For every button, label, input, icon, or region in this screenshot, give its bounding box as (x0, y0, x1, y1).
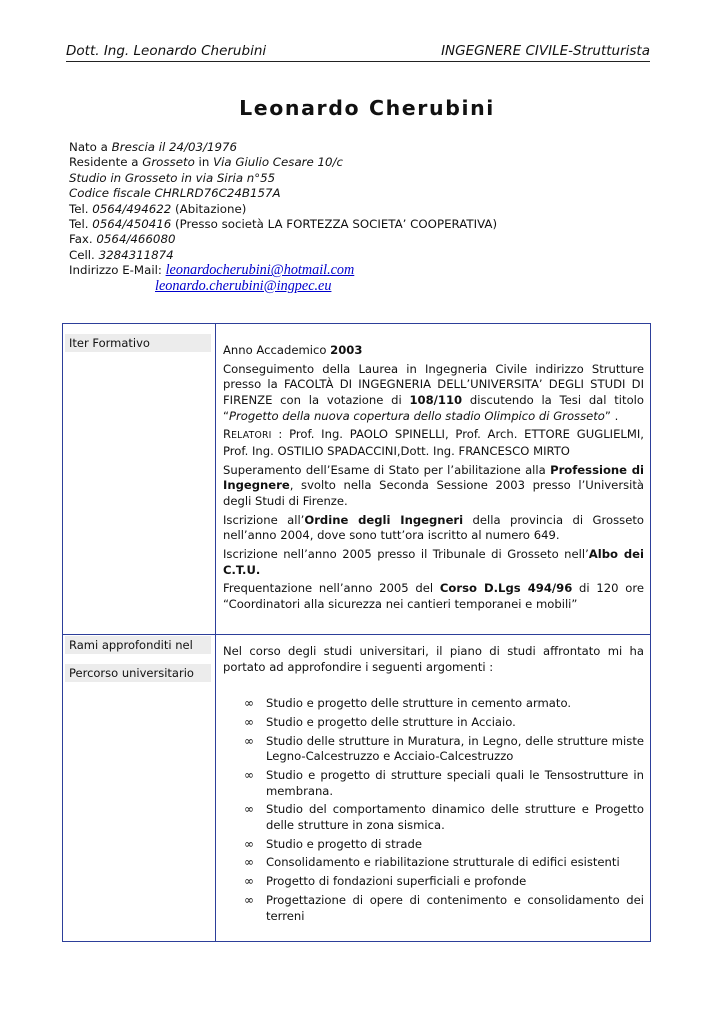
table-column-divider (215, 324, 216, 941)
degree-paragraph: Conseguimento della Laurea in Ingegneria Civile indirizzo Strutture presso la FACOLTÀ DI INGEGNERIA DELL’UNIVERSITA’ DEGLI STUDI DI FIRENZE con la votazione di 108/110 discutendo la Tesi dal titolo “Progetto della nuova copertura dello stadio Olimpico di Grosseto” . (223, 361, 644, 423)
infinity-bullet-icon: ∞ (244, 855, 254, 870)
study-topics-list (223, 696, 644, 927)
list-item-text: Studio delle strutture in Muratura, in Legno, delle strutture miste Legno-Calcestruzzo e Acciaio-Calcestruzzo (266, 733, 644, 764)
info-tel-home: Tel. 0564/494622 (Abitazione) (69, 201, 247, 216)
supervisors-paragraph: RELATORI : Prof. Ing. PAOLO SPINELLI, Prof. Arch. ETTORE GUGLIELMI, Prof. Ing. OSTILIO SPADACCINI,Dott. Ing. FRANCESCO MIRTO (223, 427, 644, 458)
infinity-bullet-icon: ∞ (244, 802, 254, 817)
list-item-text: Studio e progetto di strade (266, 836, 422, 851)
list-item (223, 874, 644, 890)
email-link-hotmail[interactable]: leonardocherubini@hotmail.com (165, 262, 355, 279)
state-exam-paragraph: Superamento dell’Esame di Stato per l’abilitazione alla Professione di Ingegnere, svolto nella Seconda Sessione 2003 presso l’Università degli Studi di Firenze. (223, 462, 644, 508)
info-studio: Studio in Grosseto in via Siria n°55 (69, 170, 276, 185)
infinity-bullet-icon: ∞ (244, 733, 254, 748)
education-content (223, 343, 644, 616)
info-fiscal-code: Codice fiscale CHRLRD76C24B157A (69, 186, 281, 201)
list-item-text: Studio e progetto di strutture speciali quali le Tensostrutture in membrana. (266, 767, 644, 798)
study-topics-intro: Nel corso degli studi universitari, il piano di studi affrontato mi ha portato ad approfondire i seguenti argomenti : (223, 644, 644, 674)
order-registration-paragraph: Iscrizione all’Ordine degli Ingegneri della provincia di Grosseto nell’anno 2004, dove sono tutt’ora iscritto al numero 649. (223, 512, 644, 543)
infinity-bullet-icon: ∞ (244, 874, 254, 889)
list-item (223, 893, 644, 924)
infinity-bullet-icon: ∞ (244, 836, 254, 851)
list-item (223, 715, 644, 731)
header-author: Dott. Ing. Leonardo Cherubini (66, 43, 267, 59)
personal-info (69, 140, 497, 294)
label-iter-formativo: Iter Formativo (65, 334, 211, 352)
safety-course-paragraph: Frequentazione nell’anno 2005 del Corso D.Lgs 494/96 di 120 ore “Coordinatori alla sicurezza nei cantieri temporanei e mobili” (223, 581, 644, 612)
list-item-text: Studio e progetto delle strutture in Acciaio. (266, 714, 516, 729)
info-fax: Fax. 0564/466080 (69, 232, 176, 247)
study-topics-content (223, 644, 644, 923)
list-item-text: Progettazione di opere di contenimento e consolidamento dei terreni (266, 893, 644, 923)
ctu-registration-paragraph: Iscrizione nell’anno 2005 presso il Tribunale di Grosseto nell’Albo dei C.T.U. (223, 547, 644, 577)
list-item-text: Consolidamento e riabilitazione strutturale di edifici esistenti (266, 855, 620, 870)
list-item (223, 768, 644, 799)
list-item (223, 855, 644, 871)
label-rami-approfonditi: Rami approfonditi nel (65, 636, 211, 654)
label-percorso-universitario: Percorso universitario (65, 664, 211, 682)
info-cell: Cell. 3284311874 (69, 247, 174, 262)
cv-table (62, 323, 651, 942)
info-residence: Residente a Grosseto in Via Giulio Cesare 10/c (69, 155, 344, 170)
info-email-pec (69, 279, 497, 294)
list-item (223, 696, 644, 712)
header-profession: INGEGNERE CIVILE-Strutturista (441, 43, 650, 59)
email-link-pec[interactable]: leonardo.cherubini@ingpec.eu (155, 277, 332, 294)
page-header (66, 42, 650, 62)
list-item (223, 802, 644, 833)
info-email: Indirizzo E-Mail: leonardocherubini@hotmail.com (69, 262, 355, 279)
info-tel-work: Tel. 0564/450416 (Presso società LA FORTEZZA SOCIETA’ COOPERATIVA) (69, 216, 498, 231)
infinity-bullet-icon: ∞ (244, 893, 254, 908)
list-item (223, 837, 644, 853)
list-item-text: Studio del comportamento dinamico delle strutture e Progetto delle strutture in zona sismica. (266, 802, 644, 832)
infinity-bullet-icon: ∞ (244, 767, 254, 782)
infinity-bullet-icon: ∞ (244, 696, 254, 710)
cv-name-title: Leonardo Cherubini (239, 96, 495, 120)
table-row-divider (63, 634, 650, 635)
list-item-text: Progetto di fondazioni superficiali e profonde (266, 874, 527, 889)
list-item (223, 734, 644, 765)
list-item-text: Studio e progetto delle strutture in cemento armato. (266, 696, 572, 710)
info-born: Nato a Brescia il 24/03/1976 (69, 140, 238, 154)
infinity-bullet-icon: ∞ (244, 714, 254, 729)
academic-year: Anno Accademico 2003 (223, 343, 363, 357)
